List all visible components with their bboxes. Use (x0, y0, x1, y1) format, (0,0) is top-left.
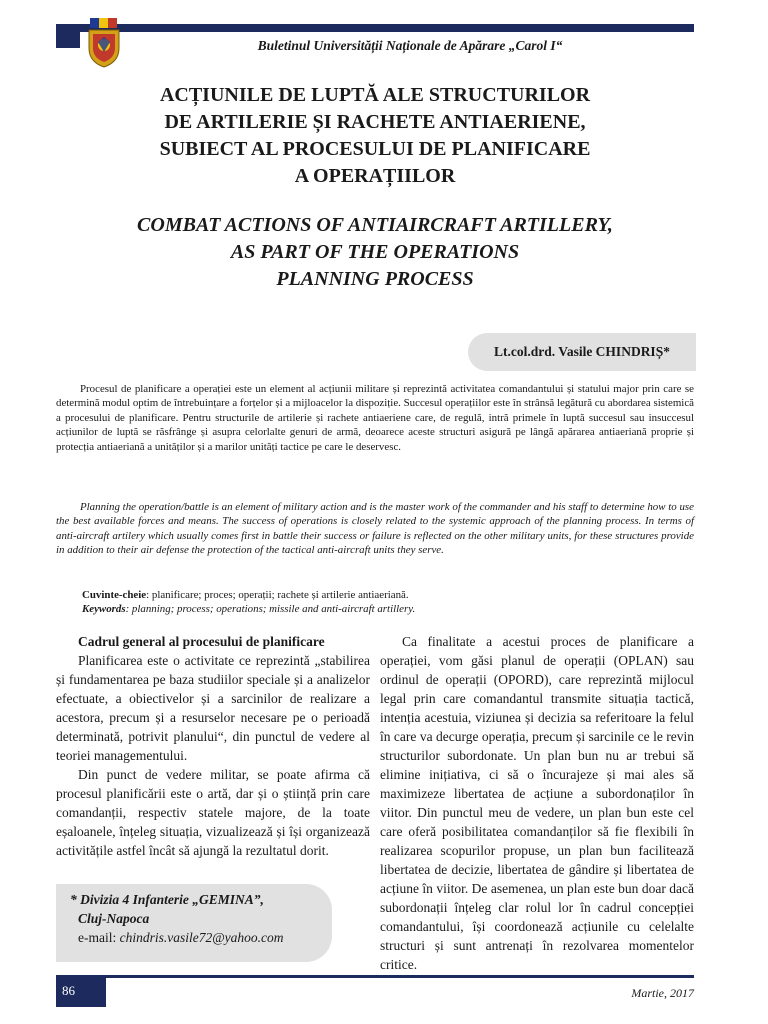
footer-line (56, 975, 694, 978)
keywords-romanian-text: : planificare; proces; operații; rachete și artilerie antiaeriană. (146, 589, 409, 601)
author-name: Lt.col.drd. Vasile CHINDRIȘ* (468, 333, 696, 371)
affiliation-city: Cluj-Napoca (78, 911, 150, 926)
email-label: e-mail: (78, 930, 120, 945)
abstract-english: Planning the operation/battle is an element of military action and is the master work of the commander and his staff to determine how to use the best available forces and means. The success of operations is closely related to the systemic approach of the planning process. In terms of anti-aircraft artilery which usually comes first in battle their success or failure is reflected on the other military units, for these structures provide in addition to their air defense the protection of the tactical anti-aircraft units they serve. (56, 501, 694, 557)
body-paragraph: Din punct de vedere militar, se poate afirma că procesul planificării este o artă, dar și o știință prin care comandanții, respectiv statele majore, de la toate eșaloanele, înțeleg situația, vizualizează și își organizează activitățile astfel încât să ajungă la rezultatul dorit. (56, 767, 370, 858)
abstract-romanian: Procesul de planificare a operației este un element al acțiunii militare și reprezintă activitatea comandantului și statului major prin care se determină modul optim de întrebuințare a forțelor și a mijloacelor la dispoziție. Succesul operațiilor este în strânsă legătură cu abordarea sistemică a procesului de planificare. Pentru structurile de artilerie și rachete antiaeriene care, de regulă, intră primele în luptă succesul sau insuccesul acțiunilor de luptă se răsfrânge și asupra celorlalte genuri de armă, deoarece aceste structuri asigură pe lângă apărarea antiaeriană proprie și protecția antiaeriană a unităților și a marilor unități tactice pe care le deservesc. (56, 383, 694, 453)
affiliation-email-line (70, 928, 332, 947)
keywords-romanian (82, 588, 694, 602)
issue-date: Martie, 2017 (631, 986, 694, 1000)
body-paragraph: Ca finalitate a acestui proces de planificare a operației, vom găsi planul de operații (OPLAN) sau ordinul de operații (OPORD), care reprezintă mijlocul legal prin care comandantul transmite situația tactică, intenția acestuia, viziunea și decizia sa referitoare la felul în care va decurge operația, precum și sarcinile ce le revin structurilor subordonate. Un plan bun nu ar trebui să elimine inițiativa, ci să o încurajeze și mai ales să maximizeze libertatea de acțiune a subordonaților în viitor. Din punctul meu de vedere, un plan bun este cel care oferă posibilitatea comandanților să fie flexibili în realizarea scopurilor propuse, un plan bun facilitează libertatea de decizie, libertatea de gândire și libertatea de acțiune în viitor. De asemenea, un plan este bun doar dacă subordonații înțeleg clar rolul lor în cadrul concepției comandantului, își coordonează acțiunile cu celelalte structuri și sunt antrenați în rezolvarea momentelor critice. (380, 634, 694, 972)
author-affiliation-box (56, 884, 332, 962)
body-paragraph: Planificarea este o activitate ce reprezintă „stabilirea și fundamentarea pe baza studiilor speciale și a analizelor efectuate, a obiectivelor și a sarcinilor de realizare a acestora, precum și a resurselor necesare pe o perioadă determinată, potrivit planului“, din punctul de vedere al teoriei managementului. (56, 653, 370, 763)
article-title-english: COMBAT ACTIONS OF ANTIAIRCRAFT ARTILLERY, AS PART OF THE OPERATIONS PLANNING PROCESS (137, 214, 613, 290)
page-number: 86 (56, 975, 106, 1007)
body-column-right (380, 632, 694, 974)
keywords-romanian-label: Cuvinte-cheie (82, 589, 147, 601)
header-corner-block (56, 24, 80, 48)
body-column-left (56, 632, 370, 860)
keywords-english-text: : planning; process; operations; missile and anti-aircraft artillery. (125, 603, 416, 615)
header-bar (80, 24, 694, 32)
keywords-english (82, 602, 694, 616)
journal-title: Buletinul Universității Naționale de Apărare „Carol I“ (257, 38, 563, 53)
keywords-english-label: Keywords (82, 603, 126, 615)
university-crest-icon (86, 18, 122, 68)
article-title-romanian: ACȚIUNILE DE LUPTĂ ALE STRUCTURILOR DE ARTILERIE ȘI RACHETE ANTIAERIENE, SUBIECT AL PROCESULUI DE PLANIFICARE A OPERAȚIILOR (159, 84, 591, 187)
affiliation-unit: * Divizia 4 Infanterie „GEMINA”, (70, 892, 264, 907)
section-heading: Cadrul general al procesului de planificare (78, 634, 325, 649)
author-email: chindris.vasile72@yahoo.com (119, 930, 284, 945)
